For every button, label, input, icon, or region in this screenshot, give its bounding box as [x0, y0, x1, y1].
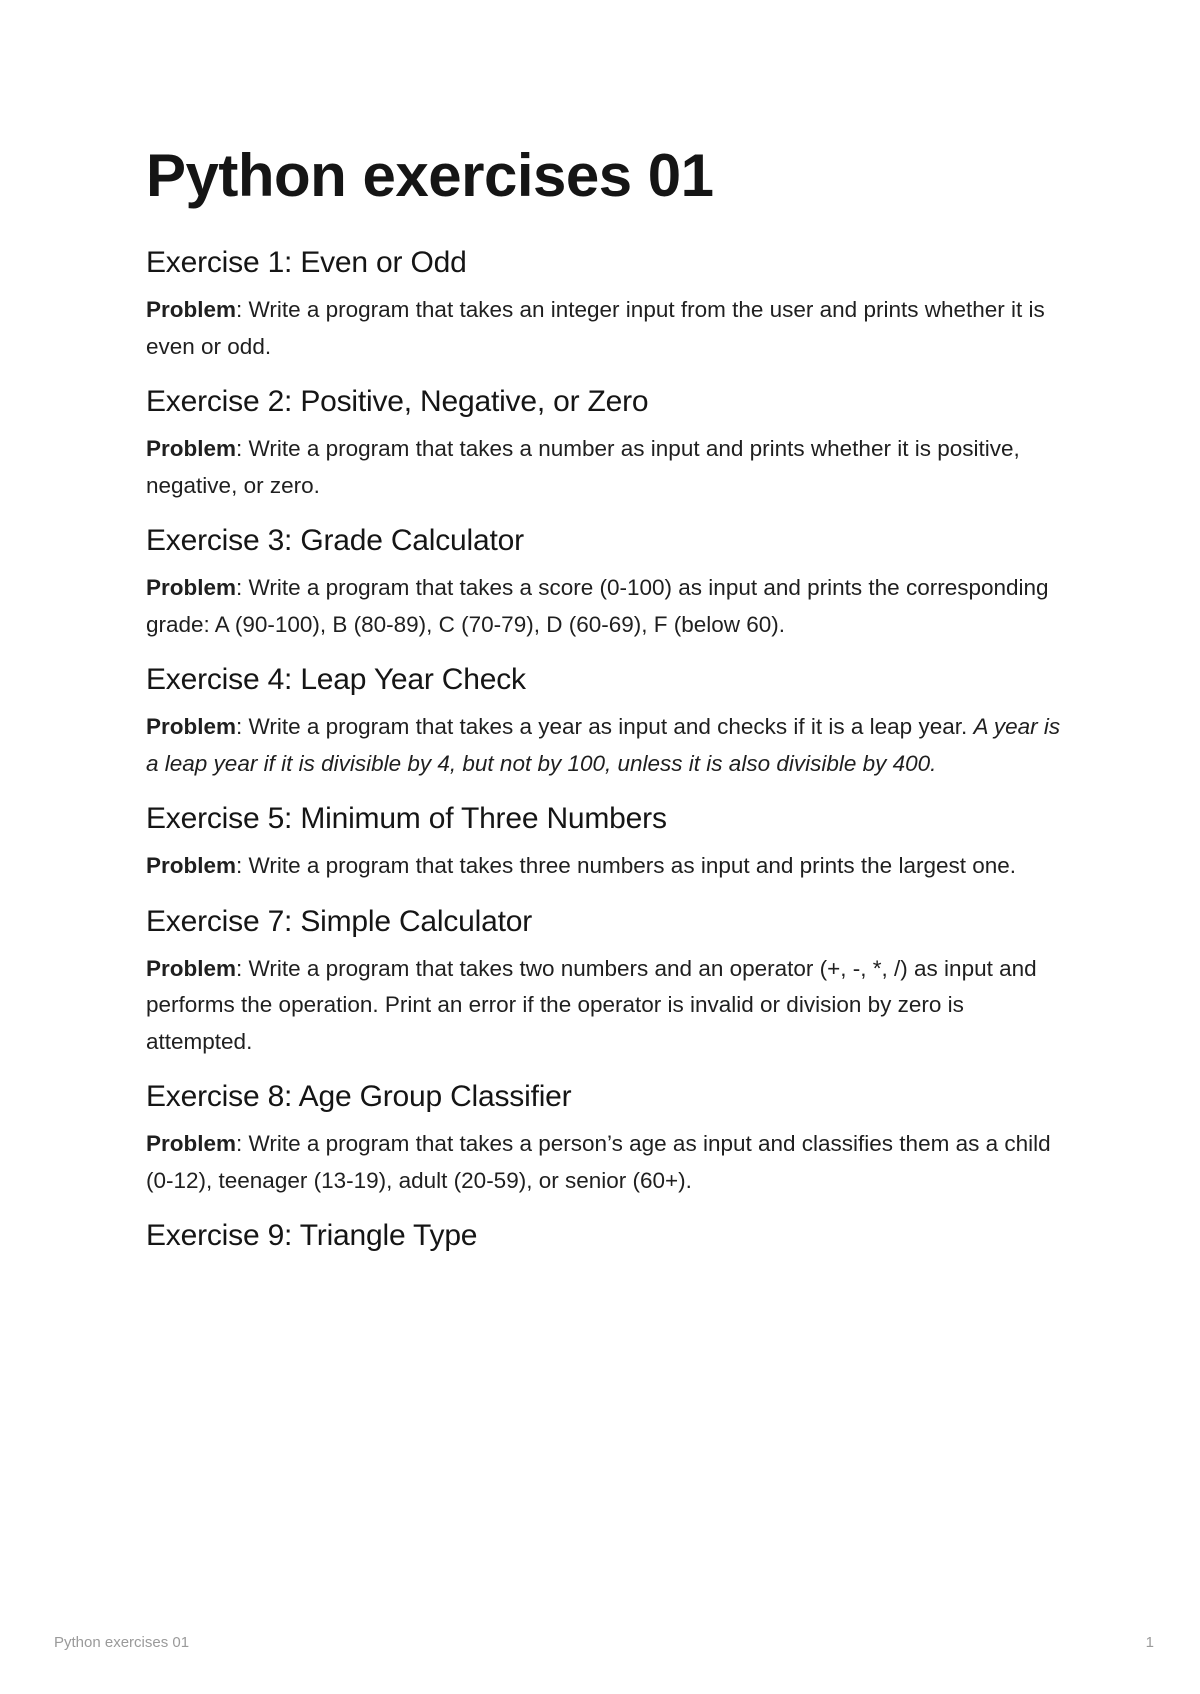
exercise-2: [146, 383, 1076, 504]
problem-text: : Write a program that takes a score (0-100) as input and prints the corresponding grade: A (90-100), B (80-89), C (70-79), D (60-69), F (below 60).: [146, 575, 1049, 637]
exercise-9: [146, 1217, 1076, 1255]
problem-label: Problem: [146, 853, 237, 878]
exercise-problem: [146, 1126, 1076, 1199]
problem-text: : Write a program that takes three numbers as input and prints the largest one.: [236, 853, 1017, 878]
problem-text: : Write a program that takes an integer input from the user and prints whether it is even or odd.: [146, 297, 1045, 359]
exercise-1: [146, 244, 1076, 365]
page-title: Python exercises 01: [146, 142, 714, 209]
exercise-7: [146, 903, 1076, 1061]
exercise-problem: [146, 951, 1076, 1061]
problem-label: Problem: [146, 436, 237, 461]
problem-text: : Write a program that takes a number as input and prints whether it is positive, negative, or zero.: [146, 436, 1020, 498]
exercise-heading: Exercise 1: Even or Odd: [146, 246, 467, 279]
problem-label: Problem: [146, 297, 237, 322]
exercise-problem: [146, 709, 1076, 782]
exercise-8: [146, 1078, 1076, 1199]
problem-text: : Write a program that takes a year as input and checks if it is a leap year.: [236, 714, 974, 739]
exercise-problem: [146, 570, 1076, 643]
exercise-problem: [146, 431, 1076, 504]
exercise-3: [146, 522, 1076, 643]
footer-document-title: Python exercises 01: [54, 1634, 190, 1651]
problem-label: Problem: [146, 714, 237, 739]
exercise-heading: Exercise 7: Simple Calculator: [146, 904, 533, 938]
footer-page-number: 1: [1145, 1634, 1154, 1651]
exercise-heading: Exercise 5: Minimum of Three Numbers: [146, 802, 667, 835]
problem-note: A year is a leap year if it is divisible by 4, but not by 100, unless it is also divisible by 400.: [146, 714, 1061, 776]
exercise-heading: Exercise 9: Triangle Type: [146, 1219, 478, 1252]
problem-label: Problem: [146, 575, 237, 600]
exercise-heading: Exercise 8: Age Group Classifier: [146, 1080, 572, 1113]
exercise-problem: [146, 292, 1076, 365]
exercise-heading: Exercise 2: Positive, Negative, or Zero: [146, 385, 649, 418]
exercise-heading: Exercise 3: Grade Calculator: [146, 524, 524, 557]
problem-text: : Write a program that takes a person’s age as input and classifies them as a child (0-12), teenager (13-19), adult (20-59), or senior (60+).: [146, 1131, 1051, 1193]
exercise-problem: [146, 848, 1076, 885]
problem-label: Problem: [146, 955, 237, 981]
exercise-heading: Exercise 4: Leap Year Check: [146, 663, 526, 696]
exercise-5: [146, 800, 1076, 885]
document-content: [146, 140, 1076, 1265]
exercise-4: [146, 661, 1076, 782]
problem-text: : Write a program that takes two numbers and an operator (+, -, *, /) as input and performs the operation. Print an error if the operator is invalid or division by zero is attempted.: [146, 955, 1037, 1054]
problem-label: Problem: [146, 1131, 237, 1156]
